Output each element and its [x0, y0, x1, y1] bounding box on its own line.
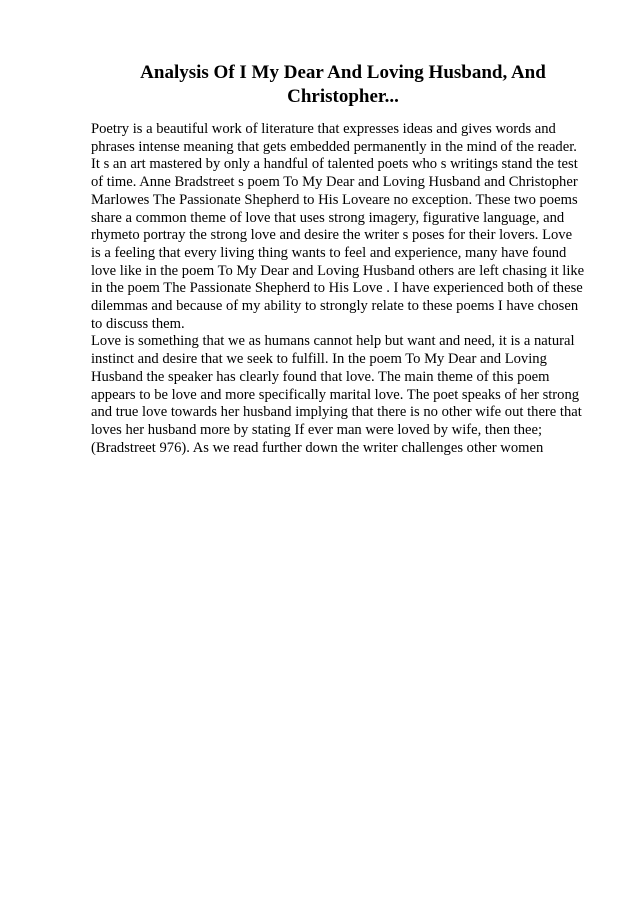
text-line: dilemmas and because of my ability to strongly relate to these poems I have chosen — [91, 298, 579, 315]
paragraph — [91, 333, 596, 457]
text-line: Love is something that we as humans cannot help but want and need, it is a natural — [91, 333, 575, 350]
text-line: is a feeling that every living thing wants to feel and experience, many have found — [91, 244, 567, 261]
text-line: love like in the poem To My Dear and Loving Husband others are left chasing it like — [91, 262, 585, 279]
text-line: (Bradstreet 976). As we read further down the writer challenges other women — [91, 439, 544, 456]
text-line: Husband the speaker has clearly found that love. The main theme of this poem — [91, 368, 550, 385]
text-line: It s an art mastered by only a handful of talented poets who s writings stand the test — [91, 156, 578, 173]
text-line: and true love towards her husband implying that there is no other wife out there that — [91, 404, 582, 421]
text-line: of time. Anne Bradstreet s poem To My Dear and Loving Husband and Christopher — [91, 174, 578, 191]
text-line: rhymeto portray the strong love and desire the writer s poses for their lovers. Love — [91, 227, 573, 244]
text-line: Marlowes The Passionate Shepherd to His Loveare no exception. These two poems — [91, 191, 578, 208]
title-line: Christopher... — [287, 86, 399, 107]
text-line: to discuss them. — [91, 315, 185, 332]
text-line: instinct and desire that we seek to fulfill. In the poem To My Dear and Loving — [91, 351, 547, 368]
text-line: Poetry is a beautiful work of literature that expresses ideas and gives words and — [91, 121, 556, 137]
document-body — [91, 121, 596, 457]
text-line: loves her husband more by stating If ever man were loved by wife, then thee; — [91, 421, 543, 438]
text-line: phrases intense meaning that gets embedded permanently in the mind of the reader. — [91, 138, 577, 155]
text-line: share a common theme of love that uses strong imagery, figurative language, and — [91, 209, 565, 226]
title-line: Analysis Of I My Dear And Loving Husband, And — [140, 62, 546, 83]
document-title — [92, 61, 594, 109]
text-line: appears to be love and more specifically marital love. The poet speaks of her strong — [91, 386, 580, 403]
text-line: in the poem The Passionate Shepherd to His Love . I have experienced both of these — [91, 280, 583, 297]
paragraph — [91, 121, 596, 333]
